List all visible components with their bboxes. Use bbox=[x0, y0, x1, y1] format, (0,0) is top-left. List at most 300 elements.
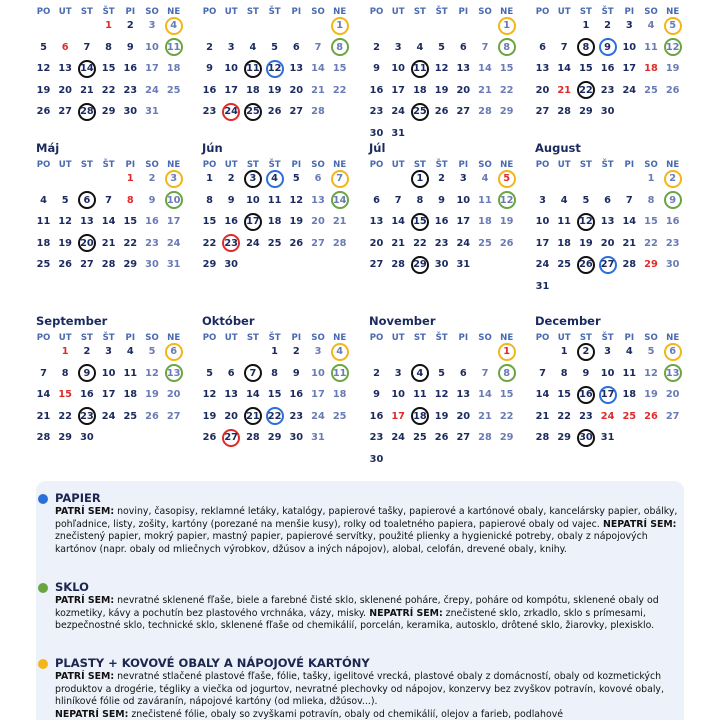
day-cell bbox=[76, 427, 97, 448]
day-number: 18 bbox=[332, 389, 347, 400]
day-cell bbox=[98, 80, 119, 101]
day-number: 3 bbox=[625, 20, 633, 31]
day-cell bbox=[329, 190, 350, 211]
day-number: 4 bbox=[416, 367, 424, 379]
day-cell bbox=[366, 363, 387, 384]
weekday-header: SO bbox=[644, 160, 658, 170]
day-number: 7 bbox=[314, 41, 322, 53]
day-number: 19 bbox=[145, 389, 159, 400]
day-cell bbox=[142, 254, 163, 275]
day-number: 13 bbox=[600, 216, 615, 227]
day-cell bbox=[264, 406, 285, 427]
day-number: 12 bbox=[499, 194, 514, 206]
day-cell bbox=[453, 190, 474, 211]
day-number: 24 bbox=[600, 410, 615, 422]
day-number: 11 bbox=[413, 389, 427, 400]
day-cell bbox=[199, 233, 220, 254]
day-number: 23 bbox=[202, 106, 217, 117]
day-number: 21 bbox=[311, 84, 325, 96]
day-cell bbox=[496, 211, 517, 232]
day-number: 8 bbox=[647, 194, 655, 206]
day-number: 22 bbox=[644, 237, 658, 249]
weekday-header: PI bbox=[624, 7, 635, 17]
day-number: 22 bbox=[557, 410, 571, 422]
weekday-header: ST bbox=[579, 333, 592, 343]
day-cell bbox=[366, 233, 387, 254]
day-number: 25 bbox=[36, 259, 51, 270]
day-number: 14 bbox=[101, 216, 116, 227]
day-number: 7 bbox=[105, 194, 112, 206]
day-cell bbox=[475, 101, 496, 122]
day-cell bbox=[264, 363, 285, 384]
day-cell bbox=[142, 363, 163, 384]
day-number: 19 bbox=[58, 237, 72, 249]
day-number: 30 bbox=[579, 432, 593, 443]
day-cell bbox=[242, 37, 263, 58]
day-number: 25 bbox=[644, 84, 658, 96]
day-cell bbox=[98, 384, 119, 405]
day-number: 3 bbox=[227, 41, 235, 53]
day-number: 29 bbox=[58, 432, 72, 443]
day-cell bbox=[575, 37, 596, 58]
day-number: 23 bbox=[123, 84, 138, 96]
day-number: 13 bbox=[665, 367, 680, 379]
day-cell bbox=[597, 101, 618, 122]
weekday-header: NE bbox=[500, 7, 514, 17]
day-cell bbox=[242, 406, 263, 427]
day-cell bbox=[453, 363, 474, 384]
day-cell bbox=[662, 363, 683, 384]
day-cell bbox=[475, 37, 496, 58]
day-cell bbox=[264, 341, 285, 362]
day-cell bbox=[431, 363, 452, 384]
weekday-header: PO bbox=[535, 160, 550, 170]
day-number: 14 bbox=[311, 63, 325, 74]
day-number: 7 bbox=[394, 194, 402, 206]
day-cell bbox=[496, 233, 517, 254]
legend-plastics-text: PATRÍ SEM: nevratné stlačené plastové fľaše, fólie, tašky, igelitové vrecká, plastové obaly z domácností, obaly od kozmetických produktov a drogérie, tégliky a viečka od jogurtov, nevratné plechovky od nápojov, konzervy bez zvyškov potravín, kovové obaly, hliníkové fólie od zaváranín, nápojové kartóny (od mlieka, džúsov...). NEPATRÍ SEM: znečistené fólie, obaly so zvyškami potravín, obaly od chemikálií, olejov a farieb, podlahové bbox=[55, 671, 664, 720]
weekday-header: PO bbox=[369, 7, 384, 17]
day-number: 4 bbox=[625, 346, 633, 357]
day-cell bbox=[575, 363, 596, 384]
day-cell bbox=[242, 233, 263, 254]
day-number: 8 bbox=[61, 367, 69, 379]
weekday-header: PI bbox=[458, 160, 469, 170]
yearly-calendar bbox=[33, 0, 713, 470]
day-number: 20 bbox=[311, 216, 325, 227]
legend-paper-title: PAPIER bbox=[55, 491, 101, 505]
weekday-header: PI bbox=[458, 333, 469, 343]
day-cell bbox=[496, 15, 517, 36]
day-cell bbox=[662, 211, 683, 232]
day-cell bbox=[388, 37, 409, 58]
day-number: 19 bbox=[665, 63, 680, 74]
day-cell bbox=[264, 427, 285, 448]
day-cell bbox=[98, 211, 119, 232]
day-cell bbox=[431, 80, 452, 101]
day-number: 12 bbox=[665, 41, 680, 53]
day-cell bbox=[475, 427, 496, 448]
day-number: 23 bbox=[434, 237, 449, 249]
day-number: 16 bbox=[579, 389, 593, 400]
day-number: 17 bbox=[535, 237, 550, 249]
day-cell bbox=[532, 406, 553, 427]
weekday-header: PO bbox=[369, 333, 384, 343]
day-number: 12 bbox=[644, 367, 658, 379]
weekday-header: NE bbox=[167, 160, 181, 170]
day-number: 2 bbox=[292, 346, 300, 357]
day-number: 20 bbox=[369, 237, 384, 249]
day-number: 7 bbox=[481, 41, 489, 53]
day-number: 21 bbox=[478, 84, 492, 96]
day-cell bbox=[366, 37, 387, 58]
day-number: 21 bbox=[80, 84, 94, 96]
day-number: 20 bbox=[58, 84, 72, 96]
day-cell bbox=[163, 168, 184, 189]
day-cell bbox=[662, 384, 683, 405]
day-number: 26 bbox=[36, 106, 51, 117]
day-cell bbox=[98, 233, 119, 254]
day-cell bbox=[33, 384, 54, 405]
day-cell bbox=[242, 211, 263, 232]
day-number: 17 bbox=[391, 84, 405, 96]
day-cell bbox=[496, 384, 517, 405]
day-number: 23 bbox=[665, 237, 680, 249]
day-cell bbox=[221, 58, 242, 79]
day-number: 14 bbox=[535, 389, 550, 400]
day-number: 14 bbox=[391, 216, 405, 227]
day-number: 11 bbox=[644, 41, 658, 53]
day-cell bbox=[662, 233, 683, 254]
day-cell bbox=[76, 58, 97, 79]
day-number: 17 bbox=[622, 63, 637, 74]
day-cell bbox=[388, 406, 409, 427]
day-cell bbox=[532, 211, 553, 232]
day-cell bbox=[532, 233, 553, 254]
day-cell bbox=[221, 233, 242, 254]
day-number: 28 bbox=[246, 432, 260, 443]
day-number: 2 bbox=[206, 41, 213, 53]
weekday-header: UT bbox=[557, 7, 571, 17]
day-number: 27 bbox=[456, 106, 471, 117]
day-cell bbox=[286, 101, 307, 122]
day-number: 8 bbox=[336, 41, 344, 53]
day-cell bbox=[366, 80, 387, 101]
day-cell bbox=[409, 58, 430, 79]
weekday-header: ST bbox=[246, 7, 259, 17]
day-cell bbox=[163, 37, 184, 58]
day-cell bbox=[575, 427, 596, 448]
day-number: 3 bbox=[459, 173, 467, 184]
day-number: 7 bbox=[249, 367, 257, 379]
day-number: 22 bbox=[101, 84, 116, 96]
day-number: 29 bbox=[123, 259, 138, 270]
day-cell bbox=[388, 58, 409, 79]
day-number: 6 bbox=[292, 41, 300, 53]
day-number: 10 bbox=[246, 194, 260, 206]
day-number: 15 bbox=[123, 216, 138, 227]
day-number: 26 bbox=[289, 237, 304, 249]
day-cell bbox=[532, 80, 553, 101]
day-cell bbox=[199, 168, 220, 189]
day-number: 28 bbox=[478, 432, 492, 443]
day-cell bbox=[641, 254, 662, 275]
day-cell bbox=[532, 58, 553, 79]
weekday-header: ST bbox=[413, 7, 426, 17]
weekday-header: PI bbox=[624, 333, 635, 343]
day-cell bbox=[120, 168, 141, 189]
day-number: 9 bbox=[373, 63, 380, 74]
day-number: 12 bbox=[579, 216, 593, 227]
day-cell bbox=[98, 15, 119, 36]
day-cell bbox=[388, 80, 409, 101]
day-cell bbox=[199, 406, 220, 427]
day-cell bbox=[221, 190, 242, 211]
day-cell bbox=[221, 406, 242, 427]
day-cell bbox=[76, 341, 97, 362]
day-number: 7 bbox=[83, 41, 91, 53]
day-number: 8 bbox=[560, 367, 568, 379]
weekday-header: UT bbox=[58, 333, 72, 343]
legend-plastics-title: PLASTY + KOVOVÉ OBALY A NÁPOJOVÉ KARTÓNY bbox=[55, 656, 370, 670]
day-number: 13 bbox=[80, 216, 94, 227]
day-number: 12 bbox=[434, 389, 449, 400]
day-number: 7 bbox=[560, 41, 568, 53]
day-cell bbox=[575, 254, 596, 275]
day-number: 19 bbox=[267, 84, 282, 96]
day-cell bbox=[98, 101, 119, 122]
day-cell bbox=[55, 384, 76, 405]
day-number: 1 bbox=[271, 346, 278, 357]
day-cell bbox=[597, 384, 618, 405]
day-number: 13 bbox=[166, 367, 181, 379]
day-cell bbox=[221, 254, 242, 275]
day-number: 8 bbox=[582, 41, 590, 53]
day-cell bbox=[619, 58, 640, 79]
day-number: 8 bbox=[503, 367, 511, 379]
day-cell bbox=[453, 58, 474, 79]
day-cell bbox=[33, 254, 54, 275]
day-cell bbox=[453, 406, 474, 427]
day-cell bbox=[409, 427, 430, 448]
day-number: 3 bbox=[249, 173, 257, 184]
day-number: 16 bbox=[665, 216, 680, 227]
weekday-header: PO bbox=[202, 333, 217, 343]
day-number: 5 bbox=[503, 173, 511, 184]
day-number: 18 bbox=[36, 237, 51, 249]
day-cell bbox=[366, 190, 387, 211]
day-number: 10 bbox=[101, 367, 116, 379]
day-cell bbox=[199, 211, 220, 232]
day-cell bbox=[55, 341, 76, 362]
day-number: 23 bbox=[600, 84, 615, 96]
day-number: 30 bbox=[369, 453, 384, 465]
day-cell bbox=[264, 37, 285, 58]
weekday-header: PI bbox=[291, 333, 302, 343]
weekday-header: NE bbox=[167, 7, 181, 17]
day-number: 29 bbox=[101, 106, 116, 117]
legend-glass-title: SKLO bbox=[55, 580, 89, 594]
weekday-header: SO bbox=[478, 333, 492, 343]
day-number: 6 bbox=[669, 346, 677, 357]
day-number: 7 bbox=[40, 367, 47, 379]
day-cell bbox=[120, 58, 141, 79]
day-number: 15 bbox=[579, 63, 593, 74]
glass-dot-icon bbox=[38, 583, 48, 593]
day-cell bbox=[55, 254, 76, 275]
day-cell bbox=[142, 80, 163, 101]
day-number: 29 bbox=[499, 432, 514, 443]
day-number: 23 bbox=[224, 237, 238, 249]
day-cell bbox=[554, 101, 575, 122]
day-number: 5 bbox=[61, 194, 69, 206]
day-number: 8 bbox=[126, 194, 134, 206]
month-title: December bbox=[535, 314, 601, 328]
day-cell bbox=[308, 233, 329, 254]
day-cell bbox=[597, 190, 618, 211]
day-number: 13 bbox=[456, 389, 471, 400]
day-number: 24 bbox=[166, 237, 181, 249]
day-cell bbox=[308, 363, 329, 384]
day-cell bbox=[286, 384, 307, 405]
day-cell bbox=[199, 58, 220, 79]
day-cell bbox=[619, 15, 640, 36]
day-number: 18 bbox=[166, 63, 181, 74]
weekday-header: PI bbox=[458, 7, 469, 17]
day-cell bbox=[33, 190, 54, 211]
day-number: 29 bbox=[202, 259, 217, 270]
day-cell bbox=[388, 211, 409, 232]
day-cell bbox=[264, 233, 285, 254]
weekday-header: SO bbox=[311, 333, 325, 343]
day-number: 11 bbox=[413, 63, 427, 74]
day-cell bbox=[142, 211, 163, 232]
day-cell bbox=[366, 406, 387, 427]
day-number: 24 bbox=[224, 106, 238, 117]
day-number: 4 bbox=[647, 20, 655, 31]
day-number: 28 bbox=[36, 432, 51, 443]
day-cell bbox=[475, 406, 496, 427]
plastics-dot-icon bbox=[38, 659, 48, 669]
day-number: 9 bbox=[83, 367, 91, 379]
day-cell bbox=[55, 363, 76, 384]
day-number: 31 bbox=[145, 106, 159, 117]
day-number: 23 bbox=[369, 106, 384, 117]
day-cell bbox=[76, 101, 97, 122]
day-cell bbox=[453, 101, 474, 122]
day-cell bbox=[532, 101, 553, 122]
day-number: 13 bbox=[289, 63, 304, 74]
day-cell bbox=[366, 211, 387, 232]
day-number: 21 bbox=[101, 237, 116, 249]
day-number: 5 bbox=[148, 346, 156, 357]
day-cell bbox=[163, 254, 184, 275]
day-number: 21 bbox=[535, 410, 550, 422]
day-cell bbox=[142, 168, 163, 189]
day-cell bbox=[641, 190, 662, 211]
day-number: 15 bbox=[101, 63, 116, 74]
day-cell bbox=[242, 80, 263, 101]
day-number: 28 bbox=[391, 259, 405, 270]
day-cell bbox=[286, 406, 307, 427]
day-number: 26 bbox=[579, 259, 593, 270]
weekday-header: ST bbox=[246, 160, 259, 170]
day-cell bbox=[475, 190, 496, 211]
day-cell bbox=[409, 363, 430, 384]
day-cell bbox=[163, 211, 184, 232]
weekday-header: ST bbox=[413, 160, 426, 170]
day-number: 2 bbox=[227, 173, 235, 184]
day-cell bbox=[366, 254, 387, 275]
day-number: 23 bbox=[145, 237, 159, 249]
day-number: 12 bbox=[434, 63, 449, 74]
day-number: 29 bbox=[267, 432, 282, 443]
day-number: 4 bbox=[336, 346, 344, 357]
day-cell bbox=[120, 406, 141, 427]
day-number: 6 bbox=[604, 194, 611, 206]
day-number: 5 bbox=[647, 346, 655, 357]
weekday-header: ST bbox=[413, 333, 426, 343]
day-cell bbox=[575, 233, 596, 254]
weekday-header: NE bbox=[666, 333, 680, 343]
day-number: 10 bbox=[600, 367, 615, 379]
day-cell bbox=[286, 363, 307, 384]
day-cell bbox=[33, 211, 54, 232]
day-cell bbox=[597, 15, 618, 36]
day-number: 1 bbox=[61, 346, 69, 357]
day-number: 24 bbox=[246, 237, 260, 249]
day-cell bbox=[242, 427, 263, 448]
weekday-header: ST bbox=[246, 333, 259, 343]
day-number: 18 bbox=[267, 216, 282, 227]
day-number: 13 bbox=[456, 63, 471, 74]
day-cell bbox=[575, 341, 596, 362]
day-cell bbox=[55, 80, 76, 101]
day-cell bbox=[264, 168, 285, 189]
day-number: 27 bbox=[535, 106, 550, 117]
day-cell bbox=[199, 37, 220, 58]
day-number: 10 bbox=[622, 41, 637, 53]
day-cell bbox=[242, 190, 263, 211]
day-number: 22 bbox=[499, 84, 514, 96]
day-cell bbox=[199, 80, 220, 101]
day-number: 11 bbox=[246, 63, 260, 74]
day-cell bbox=[619, 341, 640, 362]
day-number: 14 bbox=[478, 389, 492, 400]
weekday-header: PO bbox=[535, 7, 550, 17]
day-number: 20 bbox=[80, 237, 94, 249]
day-number: 30 bbox=[434, 259, 449, 270]
day-cell bbox=[475, 80, 496, 101]
day-number: 13 bbox=[369, 216, 384, 227]
day-cell bbox=[55, 58, 76, 79]
paper-dot-icon bbox=[38, 494, 48, 504]
day-number: 24 bbox=[622, 84, 637, 96]
day-number: 25 bbox=[413, 106, 427, 117]
day-cell bbox=[496, 37, 517, 58]
day-cell bbox=[142, 190, 163, 211]
weekday-header: PI bbox=[291, 7, 302, 17]
weekday-header: PO bbox=[369, 160, 384, 170]
day-cell bbox=[366, 449, 387, 470]
day-cell bbox=[366, 58, 387, 79]
day-number: 5 bbox=[438, 367, 445, 379]
day-cell bbox=[388, 101, 409, 122]
day-cell bbox=[329, 37, 350, 58]
day-number: 16 bbox=[80, 389, 94, 400]
day-number: 27 bbox=[289, 106, 304, 117]
day-number: 3 bbox=[604, 346, 611, 357]
